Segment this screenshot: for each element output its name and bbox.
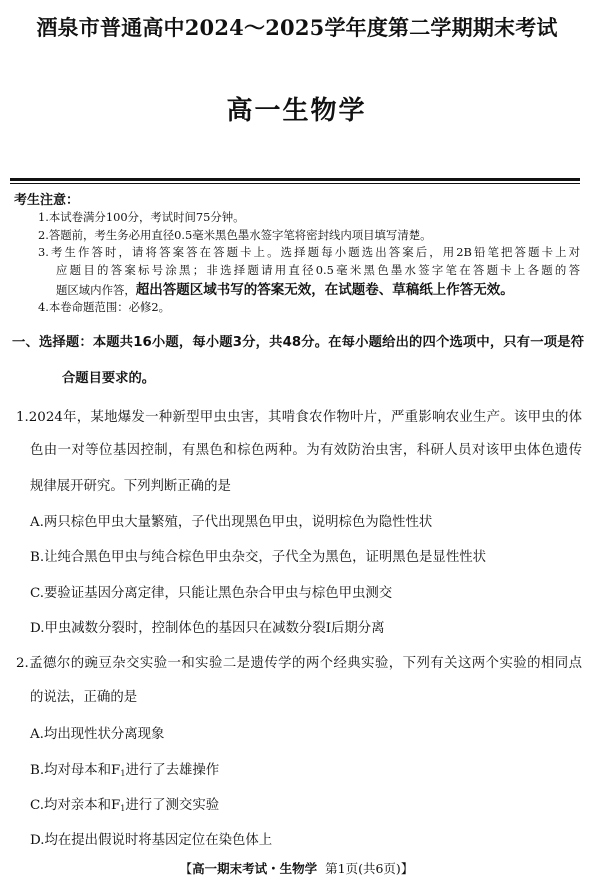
notice-title: 考生注意： — [14, 193, 80, 208]
question-1-option-c: C.要验证基因分离定律，只能让黑色杂合甲虫与棕色甲虫测交 — [30, 586, 393, 601]
footer-exam-name: 高一期末考试・生物学 — [192, 861, 318, 876]
question-2-option-d: D.均在提出假说时将基因定位在染色体上 — [30, 833, 273, 848]
notice-item-3-line-2: 应题目的答案标号涂黑；非选择题请用直径0.5毫米黑色墨水签字笔在答题卡上各题的答 — [56, 263, 580, 277]
question-2-option-b-text-end: 进行了去雄操作 — [125, 763, 220, 778]
notice-item-3-line-1: 3.考生作答时，请将答案答在答题卡上。选择题每小题选出答案后，用2B铅笔把答题卡上对 — [38, 245, 580, 259]
question-2-option-c-text: C.均对亲本和F — [30, 798, 121, 813]
question-1-line-2: 色由一对等位基因控制，有黑色和棕色两种。为有效防治虫害，科研人员对该甲虫体色遗传 — [30, 443, 582, 458]
notice-item-3-bold: 超出答题区域书写的答案无效，在试题卷、草稿纸上作答无效。 — [135, 282, 514, 298]
question-1-line-1: 1.2024年，某地爆发一种新型甲虫虫害，其啃食农作物叶片，严重影响农业生产。该甲虫的体 — [16, 410, 582, 425]
question-2-line-2: 的说法，正确的是 — [30, 690, 138, 705]
section-heading-line-2: 合题目要求的。 — [62, 371, 156, 386]
question-2-option-c — [30, 794, 593, 813]
question-1-option-a: A.两只棕色甲虫大量繁殖，子代出现黑色甲虫，说明棕色为隐性性状 — [30, 515, 433, 530]
header-rule-thick — [10, 178, 580, 181]
exam-title: 酒泉市普通高中2024～2025学年度第二学期期末考试 — [36, 15, 558, 40]
notice-item-1: 1.本试卷满分100分，考试时间75分钟。 — [38, 210, 245, 224]
notice-item-3-normal: 题区域内作答， — [56, 283, 136, 297]
question-2-option-c-subscript: 1 — [120, 804, 126, 813]
question-2-option-b-text: B.均对母本和F — [30, 763, 121, 778]
question-2-line-1: 2.孟德尔的豌豆杂交实验一和实验二是遗传学的两个经典实验，下列有关这两个实验的相同点 — [16, 656, 582, 671]
header-rule-thin — [10, 183, 580, 184]
footer-page-info: 第1页(共6页) — [325, 861, 401, 876]
question-1-line-3: 规律展开研究。下列判断正确的是 — [30, 479, 231, 494]
notice-item-2: 2.答题前，考生务必用直径0.5毫米黑色墨水签字笔将密封线内项目填写清楚。 — [38, 228, 432, 242]
page-footer — [0, 859, 593, 877]
notice-item-4: 4.本卷命题范围：必修2。 — [38, 300, 171, 314]
footer-left-bracket: 【 — [179, 861, 193, 876]
question-2-option-b-subscript: 1 — [120, 769, 126, 778]
section-heading-line-1: 一、选择题：本题共16小题，每小题3分，共48分。在每小题给出的四个选项中，只有一项是符 — [12, 335, 584, 350]
question-2-option-a: A.均出现性状分离现象 — [30, 727, 165, 742]
subject-title: 高一生物学 — [226, 96, 367, 126]
question-2-option-b — [30, 759, 593, 778]
question-1-option-d: D.甲虫减数分裂时，控制体色的基因只在减数分裂Ⅰ后期分离 — [30, 621, 385, 636]
question-1-option-b: B.让纯合黑色甲虫与纯合棕色甲虫杂交，子代全为黑色，证明黑色是显性性状 — [30, 550, 486, 565]
question-2-option-c-text-end: 进行了测交实验 — [125, 798, 220, 813]
notice-item-3-line-3 — [56, 278, 593, 298]
footer-right-bracket: 】 — [400, 861, 414, 876]
